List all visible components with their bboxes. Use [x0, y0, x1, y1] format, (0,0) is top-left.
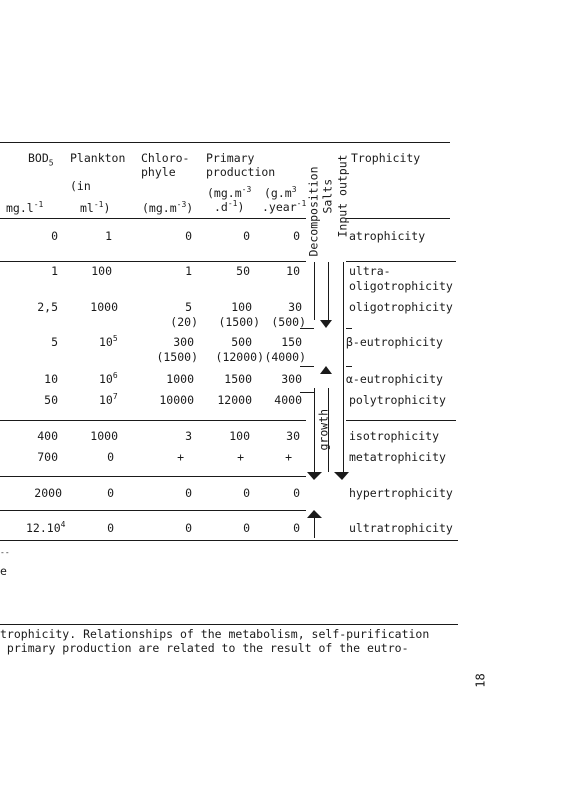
row-7-plankton: 0: [107, 450, 114, 464]
row-9-chloro: 0: [185, 521, 192, 535]
decomposition-down-arrow-a: [307, 472, 322, 480]
row-4-bod: 10: [44, 372, 58, 386]
row-1-pp-a: 50: [236, 264, 250, 278]
row-4-chloro: 1000: [166, 372, 194, 386]
row-3-pp-b-2: (4000): [264, 350, 306, 364]
row-8-pp-b: 0: [293, 486, 300, 500]
header-plankton-1: Plankton: [70, 151, 126, 165]
page-number: 18: [473, 673, 488, 688]
header-pp-a-1: [207, 187, 251, 200]
row-3-pp-b: 150: [281, 335, 302, 349]
header-bottom-rule-right: [346, 218, 450, 219]
header-bod-unit-label: mg.l: [6, 201, 34, 215]
row-9-trophicity: ultratrophicity: [349, 521, 453, 535]
header-pp-b-2-label: .year: [262, 200, 297, 214]
row-2-pp-b: 30: [288, 300, 302, 314]
header-pp-b-1: [264, 187, 297, 200]
row-0-bod: 0: [51, 229, 58, 243]
row-8-plankton: 0: [107, 486, 114, 500]
row-8-chloro: 0: [185, 486, 192, 500]
row-7-trophicity: metatrophicity: [349, 450, 446, 464]
row-9-pp-a: 0: [243, 521, 250, 535]
row-3-plankton-base: 10: [99, 335, 113, 349]
group-rule-1-left: [0, 261, 306, 262]
growth-label: growth: [316, 408, 331, 451]
row-5-trophicity: polytrophicity: [349, 393, 446, 407]
row-3-plankton: [99, 336, 118, 349]
row-7-pp-a: +: [237, 450, 244, 464]
row-8-pp-a: 0: [243, 486, 250, 500]
row-2-pp-b-2: (500): [271, 315, 306, 329]
row-6-chloro: 3: [185, 429, 192, 443]
row-4-plankton-base: 10: [99, 372, 113, 386]
header-pp-a-2-label: .d: [214, 200, 228, 214]
decomposition-down-arrow-b: [334, 472, 349, 480]
row-7-bod: 700: [37, 450, 58, 464]
header-chloro-unit: [142, 202, 193, 215]
header-decomposition: Decomposition: [306, 166, 321, 257]
caption-line-1: trophicity. Relationships of the metabolism, self-purification: [0, 627, 430, 641]
header-bod-label: BOD: [28, 151, 49, 165]
row-1-bod: 1: [51, 264, 58, 278]
left-fragment: e: [0, 564, 7, 578]
header-bod: [28, 151, 54, 168]
header-trophicity: Trophicity: [351, 151, 421, 165]
header-chloro-1: Chloro-: [141, 151, 190, 165]
row-4-plankton: [99, 373, 118, 386]
group-rule-2-left: [0, 420, 306, 421]
row-1-trophicity: ultra-: [349, 264, 391, 278]
caption-line-2: primary production are related to the result of the eutro-: [0, 641, 409, 655]
row-5-bod: 50: [44, 393, 58, 407]
row-5-plankton: [99, 394, 118, 407]
header-pp-b-2: [262, 201, 306, 214]
header-bottom-rule-left: [0, 218, 306, 219]
row-5-chloro: 10000: [159, 393, 194, 407]
row-3-trophicity: β-eutrophicity: [346, 335, 443, 349]
row-8-trophicity: hypertrophicity: [349, 486, 453, 500]
header-pp-b-1-sup: 3: [291, 185, 297, 195]
row-0-trophicity: atrophicity: [349, 229, 426, 243]
eutrophic-up-arrow: [320, 366, 332, 374]
salts-down-arrow: [320, 320, 332, 328]
header-pp-b-2-sup: -1: [296, 199, 307, 209]
left-dashes: --: [0, 548, 10, 557]
row-1-pp-b: 10: [286, 264, 300, 278]
table-bottom-rule: [0, 540, 458, 541]
header-pp-a-2-close: ): [237, 200, 245, 214]
header-plankton-unit-close: ): [103, 201, 111, 215]
row-2-plankton: 1000: [90, 300, 118, 314]
row-3-bod: 5: [51, 335, 58, 349]
group-rule-4: [0, 510, 306, 511]
row-6-trophicity: isotrophicity: [349, 429, 440, 443]
table-top-rule: [0, 142, 450, 143]
ultratrophic-up-arrow: [307, 510, 322, 518]
row-6-plankton: 1000: [90, 429, 118, 443]
header-chloro-2: phyle: [141, 165, 176, 179]
footnote-rule: [0, 624, 458, 625]
row-1-plankton: 100: [91, 264, 112, 278]
row-2-bod: 2,5: [37, 300, 58, 314]
row-5-plankton-sup: 7: [112, 392, 118, 402]
row-3-pp-a: 500: [231, 335, 252, 349]
header-input-output: Input output: [335, 154, 350, 238]
row-2-pp-a: 100: [231, 300, 252, 314]
row-2-chloro: 5: [185, 300, 192, 314]
row-9-pp-b: 0: [293, 521, 300, 535]
row-9-bod-base: 12.10: [26, 521, 61, 535]
row-9-bod: [26, 522, 65, 535]
header-pp-a-1-sup: -3: [241, 185, 252, 195]
row-3-pp-a-2: (12000): [215, 350, 264, 364]
row-9-bod-sup: 4: [60, 520, 66, 530]
group-rule-1-right: [346, 261, 456, 262]
header-chloro-unit-label: (mg.m: [142, 201, 177, 215]
header-pp-a-2-sup: -1: [227, 199, 238, 209]
row-6-pp-a: 100: [229, 429, 250, 443]
row-5-pp-b: 4000: [274, 393, 302, 407]
row-0-pp-a: 0: [243, 229, 250, 243]
header-pp-a-1-label: (mg.m: [207, 186, 242, 200]
header-bod-sub: 5: [48, 158, 54, 168]
row-8-bod: 2000: [34, 486, 62, 500]
row-5-pp-a: 12000: [217, 393, 252, 407]
group-rule-3: [0, 476, 306, 477]
row-2-trophicity: oligotrophicity: [349, 300, 453, 314]
header-plankton-unit-label: ml: [80, 201, 94, 215]
row-0-plankton: 1: [105, 229, 112, 243]
row-9-plankton: 0: [107, 521, 114, 535]
row-4-trophicity: α-eutrophicity: [346, 372, 443, 386]
row-6-pp-b: 30: [286, 429, 300, 443]
header-plankton-unit-sup: -1: [93, 200, 104, 210]
row-4-plankton-sup: 6: [112, 371, 118, 381]
header-primary-2: production: [206, 165, 276, 179]
header-salts: Salts: [320, 178, 335, 214]
row-0-chloro: 0: [185, 229, 192, 243]
header-chloro-unit-sup: -3: [176, 200, 187, 210]
row-1-chloro: 1: [185, 264, 192, 278]
header-plankton-2: (in: [70, 179, 91, 193]
row-1-trophicity-2: oligotrophicity: [349, 279, 453, 293]
row-4-pp-b: 300: [281, 372, 302, 386]
row-2-chloro-2: (20): [170, 315, 198, 329]
row-4-pp-a: 1500: [224, 372, 252, 386]
header-pp-b-1-label: (g.m: [264, 186, 292, 200]
row-3-chloro-2: (1500): [156, 350, 198, 364]
row-3-plankton-sup: 5: [112, 334, 118, 344]
header-plankton-unit: [80, 202, 110, 215]
header-primary-1: Primary: [206, 151, 255, 165]
header-chloro-unit-close: ): [186, 201, 194, 215]
header-bod-unit-sup: -1: [33, 200, 44, 210]
header-bod-unit: [6, 202, 43, 215]
row-7-chloro: +: [177, 450, 184, 464]
row-6-bod: 400: [37, 429, 58, 443]
row-2-pp-a-2: (1500): [218, 315, 260, 329]
row-5-plankton-base: 10: [99, 393, 113, 407]
row-7-pp-b: +: [285, 450, 292, 464]
row-3-chloro: 300: [173, 335, 194, 349]
header-pp-a-2: [214, 201, 244, 214]
row-0-pp-b: 0: [293, 229, 300, 243]
